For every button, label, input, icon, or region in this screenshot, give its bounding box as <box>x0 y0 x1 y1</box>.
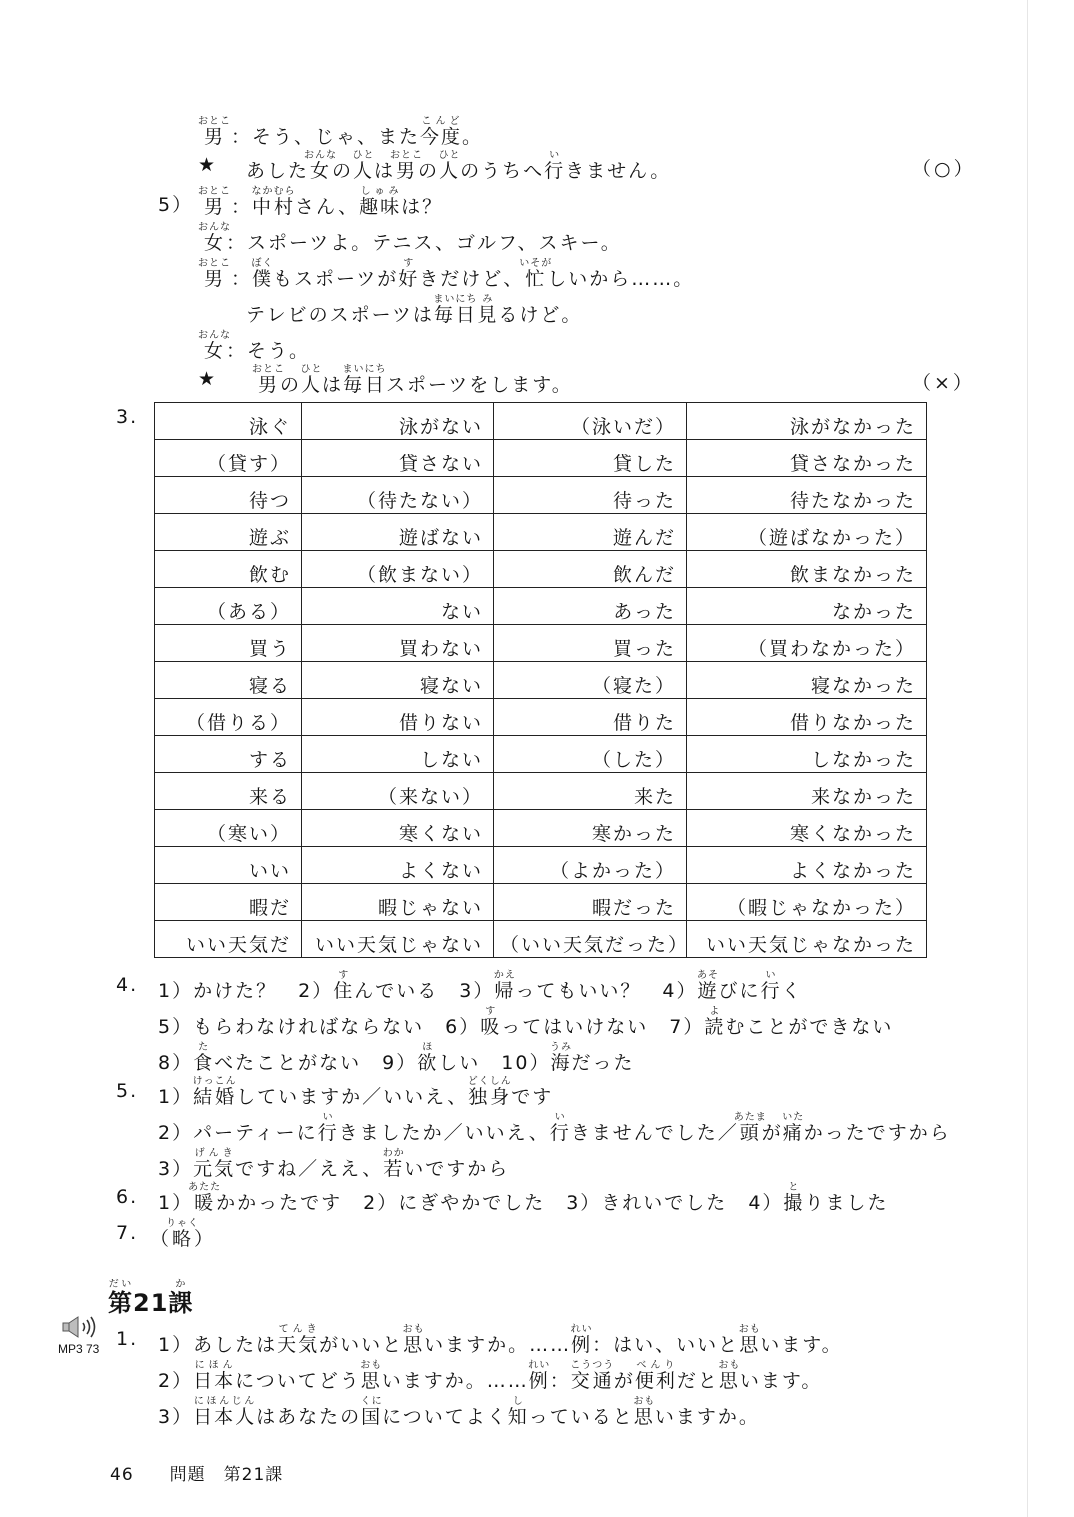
q4-answer-2: 2）住すんでいる <box>298 970 439 1002</box>
table-cell: 暇じゃない <box>302 884 494 921</box>
table-cell: 泳がなかった <box>687 403 927 440</box>
q5-answer-1: 1）結婚けっこんしていますか／いいえ、独身どくしんです <box>158 1076 554 1108</box>
table-cell: 寒くなかった <box>687 810 927 847</box>
table-cell: 買った <box>494 625 687 662</box>
table-cell: いい天気だ <box>155 921 302 958</box>
table-cell: 暇だった <box>494 884 687 921</box>
speaker-icon <box>62 1315 100 1339</box>
table-cell: （した） <box>494 736 687 773</box>
table-cell: 来なかった <box>687 773 927 810</box>
table-cell: 遊ぶ <box>155 514 302 551</box>
table-cell: （いい天気だった） <box>494 921 687 958</box>
table-cell: 寝なかった <box>687 662 927 699</box>
table-cell: する <box>155 736 302 773</box>
table-cell: 暇だ <box>155 884 302 921</box>
l21-answer-3: 3）日本人にほんじんはあなたの国くにについてよく知しっていると思おもいますか。 <box>158 1396 760 1428</box>
table-row <box>155 810 927 847</box>
answer-cross: （×） <box>912 372 975 394</box>
table-cell: 寒かった <box>494 810 687 847</box>
star-mark-2: ★ <box>198 368 219 390</box>
table-cell: （貸す） <box>155 440 302 477</box>
table-cell: 借りない <box>302 699 494 736</box>
table-cell: （ある） <box>155 588 302 625</box>
q6-row <box>158 1182 888 1213</box>
statement-line-1: あした女おんなの人ひとは男おとこの人ひとのうちへ行いきません。 <box>246 150 672 182</box>
statement-line-2: 男おとこの人ひとは毎日まいにちスポーツをします。 <box>252 364 573 396</box>
table-cell: いい天気じゃなかった <box>687 921 927 958</box>
question-number-4: 4. <box>116 974 139 996</box>
table-row <box>155 884 927 921</box>
q4-row-1 <box>158 970 803 1001</box>
table-cell: （泳いだ） <box>494 403 687 440</box>
table-cell: よくなかった <box>687 847 927 884</box>
table-cell: （暇じゃなかった） <box>687 884 927 921</box>
table-cell: 遊んだ <box>494 514 687 551</box>
audio-track-label: MP3 73 <box>58 1342 100 1356</box>
table-cell: 借りなかった <box>687 699 927 736</box>
table-cell: 飲んだ <box>494 551 687 588</box>
table-cell: （待たない） <box>302 477 494 514</box>
table-cell: 寝る <box>155 662 302 699</box>
table-row <box>155 625 927 662</box>
table-cell: （飲まない） <box>302 551 494 588</box>
q4-answer-6: 6）吸すってはいけない <box>445 1006 649 1038</box>
table-cell: 待たなかった <box>687 477 927 514</box>
lesson-title: 第だい21課か <box>108 1279 194 1317</box>
table-cell: 泳がない <box>302 403 494 440</box>
table-row <box>155 403 927 440</box>
question-number-6: 6. <box>116 1186 139 1208</box>
table-cell: 来た <box>494 773 687 810</box>
table-cell: よくない <box>302 847 494 884</box>
table-cell: 遊ばない <box>302 514 494 551</box>
table-row <box>155 662 927 699</box>
question-number-3: 3. <box>116 406 139 428</box>
scan-edge-line <box>1027 0 1028 1517</box>
answer-circle: （○） <box>912 158 976 180</box>
table-row <box>155 736 927 773</box>
page-number: 46 <box>110 1465 134 1485</box>
table-cell: 借りた <box>494 699 687 736</box>
table-row <box>155 514 927 551</box>
dialogue-line-6: 女おんな：そう。 <box>198 330 310 362</box>
dialogue-line-5: テレビのスポーツは毎日まいにち見みるけど。 <box>246 294 583 326</box>
q4-answer-3: 3）帰かえってもいい？ <box>459 970 642 1002</box>
table-row <box>155 477 927 514</box>
table-cell: いい天気じゃない <box>302 921 494 958</box>
star-mark: ★ <box>198 154 219 176</box>
q4-answer-8: 8）食たべたことがない <box>158 1042 362 1074</box>
q6-answer-3: 3）きれいでした <box>566 1192 728 1214</box>
table-cell: いい <box>155 847 302 884</box>
table-cell: 来る <box>155 773 302 810</box>
table-cell: ない <box>302 588 494 625</box>
table-cell: 待った <box>494 477 687 514</box>
table-cell: 寝ない <box>302 662 494 699</box>
table-cell: （買わなかった） <box>687 625 927 662</box>
table-cell: （借りる） <box>155 699 302 736</box>
table-row <box>155 588 927 625</box>
table-cell: 貸さなかった <box>687 440 927 477</box>
table-cell: 貸した <box>494 440 687 477</box>
l21-question-number-1: 1. <box>116 1328 139 1350</box>
q4-answer-5: 5）もらわなければならない <box>158 1016 425 1038</box>
table-cell: （寝た） <box>494 662 687 699</box>
table-cell: 買わない <box>302 625 494 662</box>
table-cell: なかった <box>687 588 927 625</box>
dialogue-line-1: 男おとこ ：そう、じゃ、また今度こんど。 <box>198 116 484 148</box>
table-cell: 飲む <box>155 551 302 588</box>
table-row <box>155 847 927 884</box>
q4-answer-1: 1）かけた？ <box>158 980 278 1002</box>
table-row <box>155 440 927 477</box>
q4-answer-7: 7）読よむことができない <box>669 1006 894 1038</box>
table-cell: （よかった） <box>494 847 687 884</box>
dialogue-line-2: 男おとこ ：中村なかむらさん、趣味しゅみは？ <box>198 186 444 218</box>
q4-row-3 <box>158 1042 635 1073</box>
table-row <box>155 921 927 958</box>
speaker-otoko: 男おとこ <box>198 116 231 148</box>
dialogue-line-3: 女おんな：スポーツよ。テニス、ゴルフ、スキー。 <box>198 222 622 254</box>
q6-answer-2: 2）にぎやかでした <box>363 1192 546 1214</box>
conjugation-table <box>154 402 927 958</box>
dialogue-line-4: 男おとこ ：僕ぼくもスポーツが好すきだけど、忙いそがしいから……。 <box>198 258 695 290</box>
table-row <box>155 551 927 588</box>
q6-answer-4: 4）撮とりました <box>748 1182 889 1214</box>
table-cell: しない <box>302 736 494 773</box>
q4-answer-4: 4）遊あそびに行いく <box>662 970 803 1002</box>
item-number-5: 5） <box>158 194 194 216</box>
q7-answer: （略りゃく） <box>150 1218 216 1250</box>
l21-answer-2: 2）日本にほんについてどう思おもいますか。……例れい：交通こうつうが便利べんりだと思おもいます。 <box>158 1360 823 1392</box>
table-cell: （寒い） <box>155 810 302 847</box>
table-cell: しなかった <box>687 736 927 773</box>
table-cell: 買う <box>155 625 302 662</box>
q5-answer-2: 2）パーティーに行いきましたか／いいえ、行いきませんでした／頭あたまが痛いたかったですから <box>158 1112 951 1144</box>
table-cell: 貸さない <box>302 440 494 477</box>
table-cell: 泳ぐ <box>155 403 302 440</box>
table-cell: （遊ばなかった） <box>687 514 927 551</box>
table-cell: 飲まなかった <box>687 551 927 588</box>
table-cell: （来ない） <box>302 773 494 810</box>
table-row <box>155 699 927 736</box>
table-cell: 寒くない <box>302 810 494 847</box>
table-cell: 待つ <box>155 477 302 514</box>
q4-answer-10: 10）海うみだった <box>501 1042 635 1074</box>
table-row <box>155 773 927 810</box>
q4-row-2 <box>158 1006 893 1037</box>
q6-answer-1: 1）暖あたたかかったです <box>158 1182 343 1214</box>
question-number-7: 7. <box>116 1222 139 1244</box>
q5-answer-3: 3）元気げんきですね／ええ、若わかいですから <box>158 1148 510 1180</box>
table-cell: あった <box>494 588 687 625</box>
footer-label: 問題 第21課 <box>169 1465 284 1485</box>
page-footer <box>110 1460 283 1485</box>
audio-speaker-icon[interactable] <box>62 1315 100 1343</box>
l21-answer-1: 1）あしたは天気てんきがいいと思おもいますか。……例れい：はい、いいと思おもいます。 <box>158 1324 843 1356</box>
q4-answer-9: 9）欲ほしい <box>382 1042 481 1074</box>
question-number-5: 5. <box>116 1080 139 1102</box>
